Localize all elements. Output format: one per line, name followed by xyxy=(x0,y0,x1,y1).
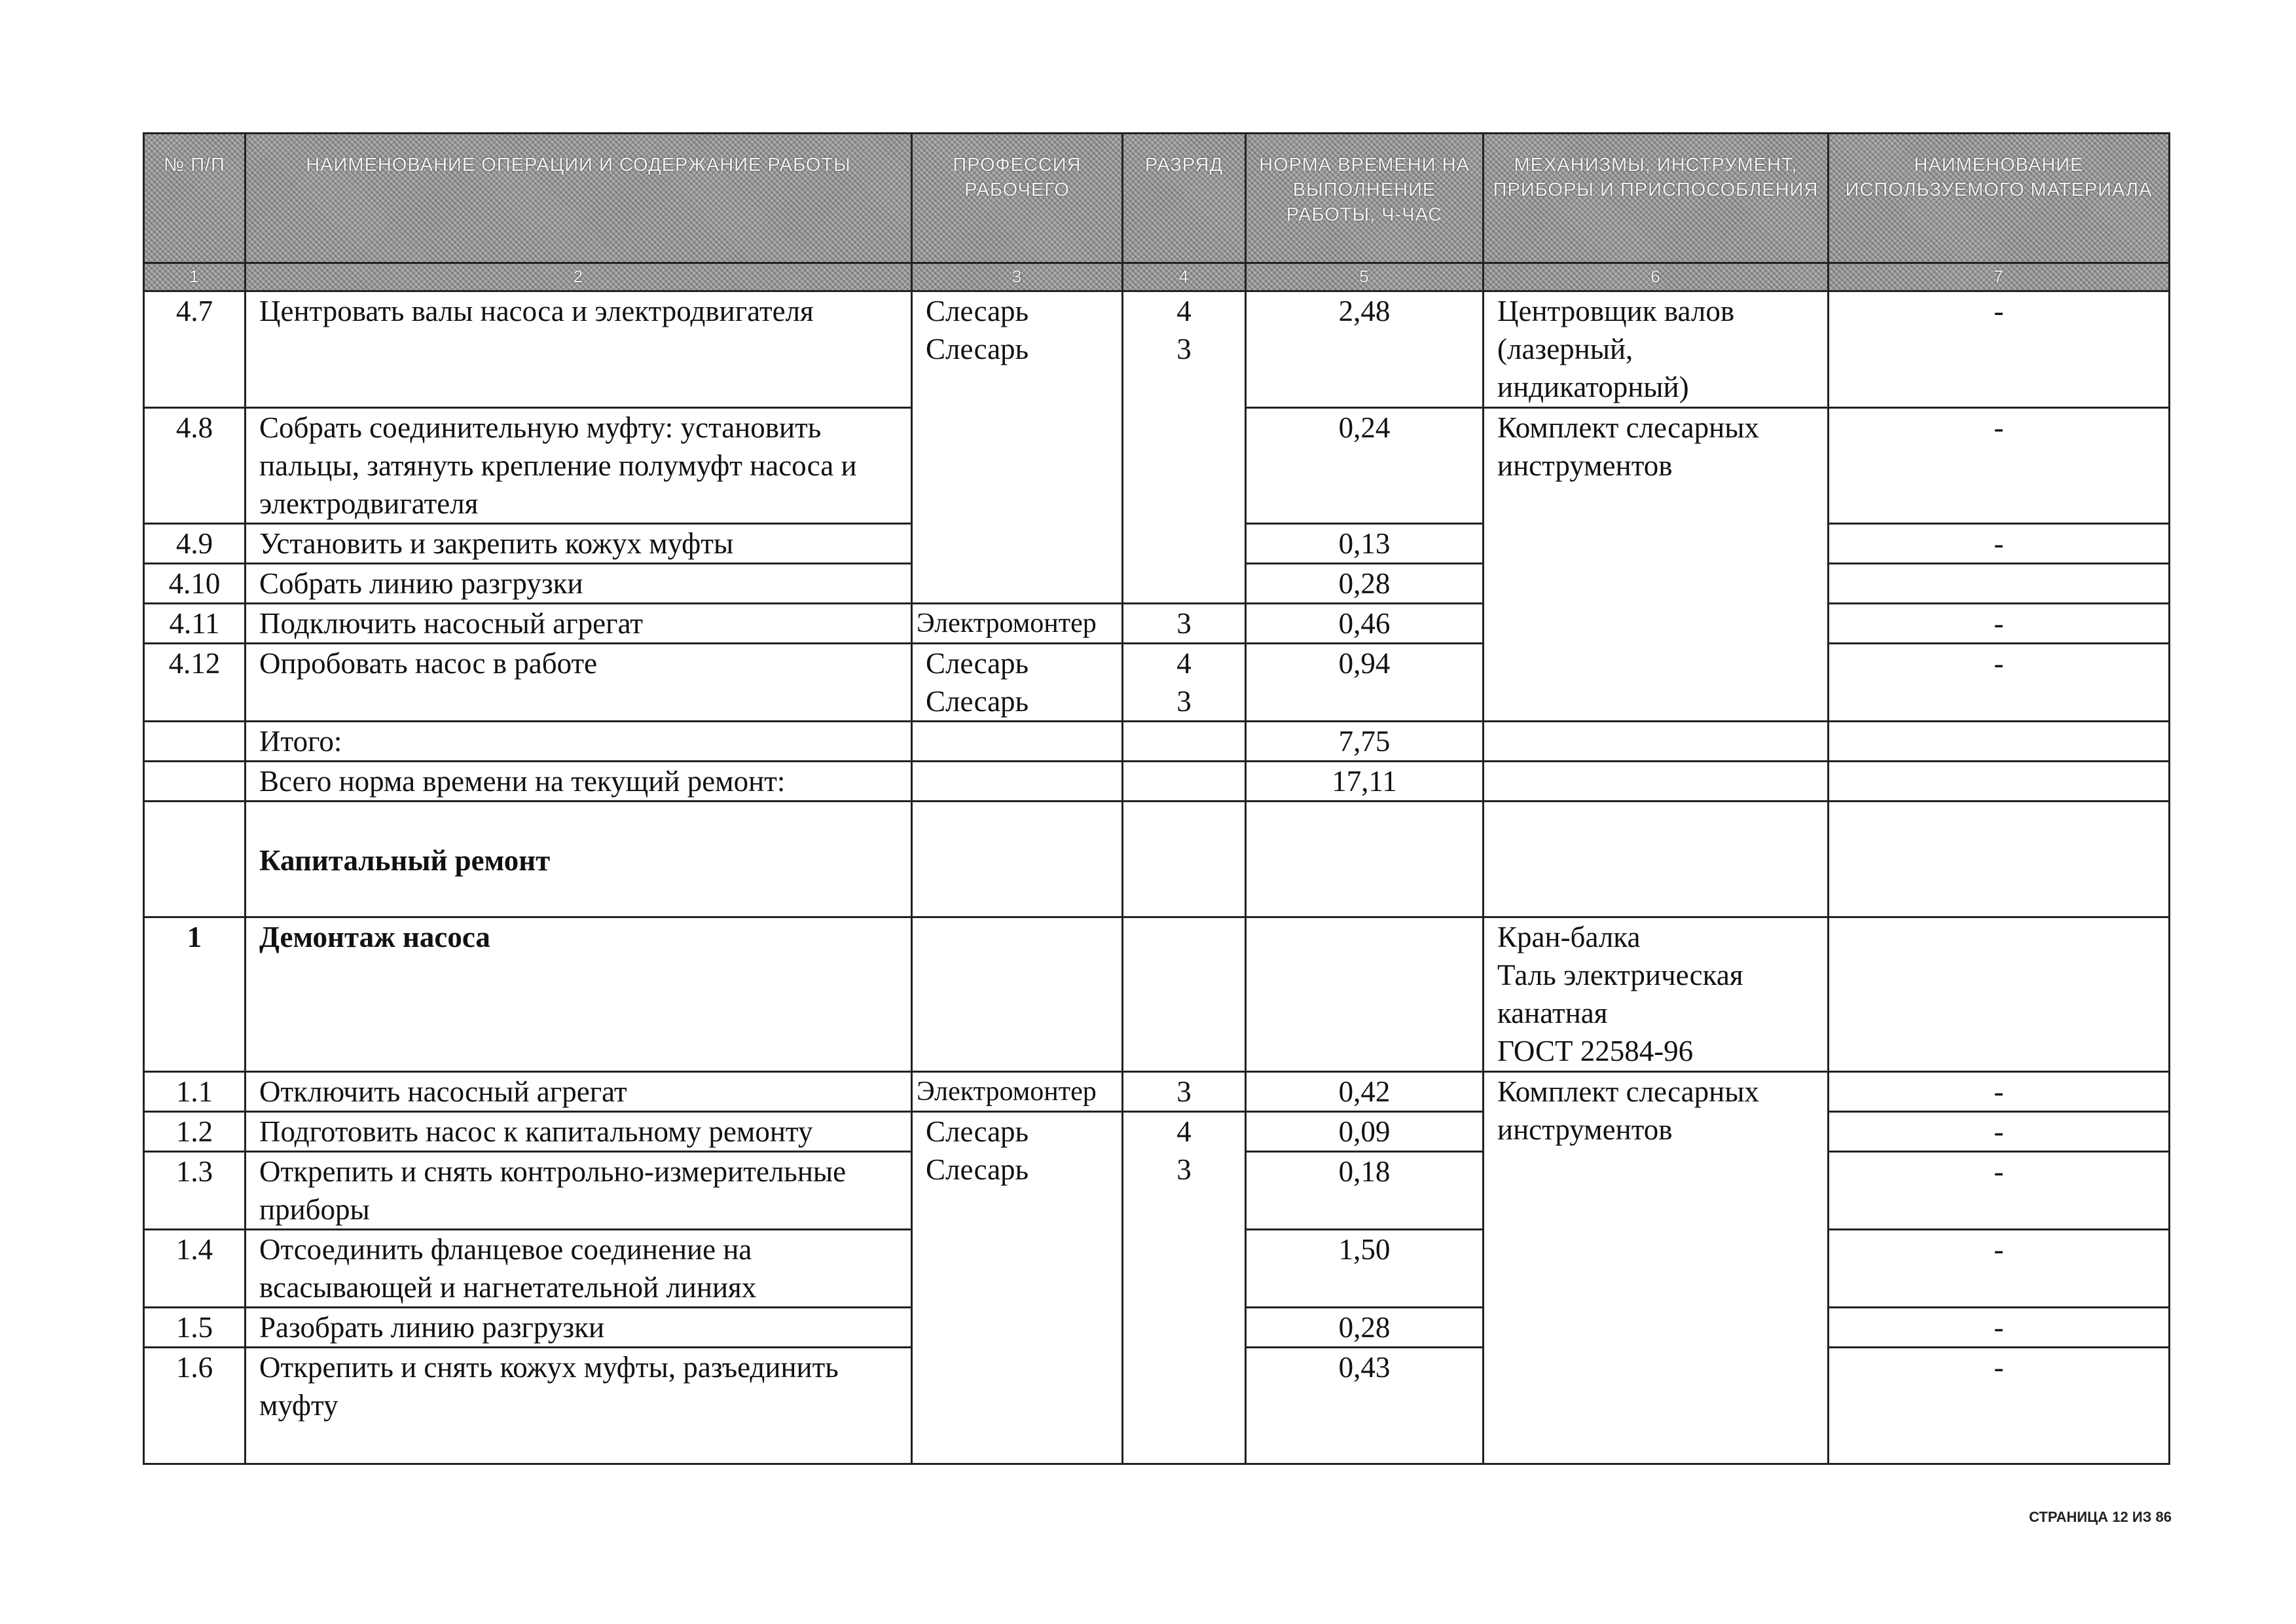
col-number-4: 4 xyxy=(1123,263,1246,291)
row-number: 4.7 xyxy=(144,291,246,408)
col-number-5: 5 xyxy=(1246,263,1484,291)
time-norm: 0,24 xyxy=(1246,408,1484,524)
time-norm: 0,46 xyxy=(1246,604,1484,644)
table-row xyxy=(144,1112,2170,1152)
operation-text: Открепить и снять контрольно-измерительные приборы xyxy=(246,1152,912,1230)
time-norm: 0,28 xyxy=(1246,564,1484,604)
header-number-row xyxy=(144,263,2170,291)
material: - xyxy=(1829,524,2170,564)
time-norm: 1,50 xyxy=(1246,1230,1484,1308)
row-number: 4.10 xyxy=(144,564,246,604)
empty-cell xyxy=(1829,802,2170,917)
rank: 4 xyxy=(1176,647,1192,680)
total-label: Итого: xyxy=(246,722,912,762)
row-number: 4.12 xyxy=(144,644,246,722)
empty-cell xyxy=(912,917,1123,1072)
header-material: НАИМЕНОВАНИЕ ИСПОЛЬЗУЕМОГО МАТЕРИАЛА xyxy=(1829,134,2170,263)
profession-cell xyxy=(912,291,1123,604)
total-row xyxy=(144,722,2170,762)
empty-cell xyxy=(912,762,1123,802)
empty-cell xyxy=(1123,917,1246,1072)
operation-text: Опробовать насос в работе xyxy=(246,644,912,722)
rank-cell xyxy=(1123,291,1246,604)
time-norm: 0,28 xyxy=(1246,1308,1484,1348)
operation-text: Отключить насосный агрегат xyxy=(246,1072,912,1112)
empty-cell xyxy=(1829,722,2170,762)
empty-cell xyxy=(1246,802,1484,917)
rank: 3 xyxy=(1176,333,1192,365)
table-row xyxy=(144,604,2170,644)
page-number: СТРАНИЦА 12 ИЗ 86 xyxy=(2029,1509,2172,1525)
empty-cell xyxy=(1123,762,1246,802)
profession: Слесарь xyxy=(926,685,1029,718)
table-row xyxy=(144,291,2170,408)
material-empty xyxy=(1829,564,2170,604)
material: - xyxy=(1829,291,2170,408)
table-row xyxy=(144,1072,2170,1112)
section-row xyxy=(144,802,2170,917)
time-norm: 0,09 xyxy=(1246,1112,1484,1152)
profession: Слесарь xyxy=(926,295,1029,327)
empty-cell xyxy=(912,802,1123,917)
operation-text: Подготовить насос к капитальному ремонту xyxy=(246,1112,912,1152)
operation-text: Установить и закрепить кожух муфты xyxy=(246,524,912,564)
total-value: 7,75 xyxy=(1246,722,1484,762)
empty-cell xyxy=(1829,762,2170,802)
empty-cell xyxy=(1484,722,1829,762)
empty-cell xyxy=(144,802,246,917)
rank: 3 xyxy=(1176,685,1192,718)
tool-standard: ГОСТ 22584-96 xyxy=(1497,1035,1694,1067)
operation-text: Собрать линию разгрузки xyxy=(246,564,912,604)
operation-text: Отсоединить фланцевое соединение на всасывающей и нагнетательной линиях xyxy=(246,1230,912,1308)
table-row xyxy=(144,917,2170,1072)
empty-cell xyxy=(1484,802,1829,917)
time-norm: 0,42 xyxy=(1246,1072,1484,1112)
operation-text: Разобрать линию разгрузки xyxy=(246,1308,912,1348)
time-norm: 0,94 xyxy=(1246,644,1484,722)
row-number: 1.6 xyxy=(144,1348,246,1464)
material: - xyxy=(1829,408,2170,524)
profession: Слесарь xyxy=(926,1115,1029,1148)
operation-text: Открепить и снять кожух муфты, разъединить муфту xyxy=(246,1348,912,1464)
operation-text: Демонтаж насоса xyxy=(246,917,912,1072)
tools: Комплект слесарных инструментов xyxy=(1484,408,1829,722)
profession: Электромонтер xyxy=(912,604,1123,644)
material: - xyxy=(1829,1072,2170,1112)
material: - xyxy=(1829,1348,2170,1464)
operation-text: Собрать соединительную муфту: установить пальцы, затянуть крепление полумуфт насоса и электродвигателя xyxy=(246,408,912,524)
row-number: 4.8 xyxy=(144,408,246,524)
material: - xyxy=(1829,644,2170,722)
header-number: № П/П xyxy=(144,134,246,263)
profession: Слесарь xyxy=(926,333,1029,365)
time-norm: 0,13 xyxy=(1246,524,1484,564)
row-number: 1.1 xyxy=(144,1072,246,1112)
rank: 3 xyxy=(1176,1153,1192,1186)
material: - xyxy=(1829,1230,2170,1308)
empty-cell xyxy=(144,762,246,802)
profession: Слесарь xyxy=(926,1153,1029,1186)
time-norm: 0,18 xyxy=(1246,1152,1484,1230)
header-row xyxy=(144,134,2170,263)
header-time-norm: НОРМА ВРЕМЕНИ НА ВЫПОЛНЕНИЕ РАБОТЫ, Ч-ЧАС xyxy=(1246,134,1484,263)
col-number-3: 3 xyxy=(912,263,1123,291)
empty-cell xyxy=(1484,762,1829,802)
header-tools: МЕХАНИЗМЫ, ИНСТРУМЕНТ, ПРИБОРЫ И ПРИСПОСОБЛЕНИЯ xyxy=(1484,134,1829,263)
grand-total-label: Всего норма времени на текущий ремонт: xyxy=(246,762,912,802)
profession: Электромонтер xyxy=(912,1072,1123,1112)
row-number: 1.4 xyxy=(144,1230,246,1308)
profession-cell xyxy=(912,1112,1123,1464)
tool: Таль электрическая канатная xyxy=(1497,959,1743,1029)
empty-cell xyxy=(912,722,1123,762)
work-norms-table-container xyxy=(143,132,2170,1465)
header-rank: РАЗРЯД xyxy=(1123,134,1246,263)
empty-cell xyxy=(1123,802,1246,917)
header-profession: ПРОФЕССИЯ РАБОЧЕГО xyxy=(912,134,1123,263)
tools: Комплект слесарных инструментов xyxy=(1484,1072,1829,1464)
material: - xyxy=(1829,1308,2170,1348)
grand-total-value: 17,11 xyxy=(1246,762,1484,802)
profession: Слесарь xyxy=(926,647,1029,680)
time-norm: 2,48 xyxy=(1246,291,1484,408)
header-operation: НАИМЕНОВАНИЕ ОПЕРАЦИИ И СОДЕРЖАНИЕ РАБОТЫ xyxy=(246,134,912,263)
tools: Центровщик валов (лазерный, индикаторный) xyxy=(1484,291,1829,408)
time-norm: 0,43 xyxy=(1246,1348,1484,1464)
row-number: 1 xyxy=(144,917,246,1072)
grand-total-row xyxy=(144,762,2170,802)
work-norms-table xyxy=(143,132,2170,1465)
col-number-7: 7 xyxy=(1829,263,2170,291)
material: - xyxy=(1829,1152,2170,1230)
operation-text: Подключить насосный агрегат xyxy=(246,604,912,644)
rank-cell xyxy=(1123,1112,1246,1464)
profession-cell xyxy=(912,644,1123,722)
operation-text: Центровать валы насоса и электродвигателя xyxy=(246,291,912,408)
col-number-1: 1 xyxy=(144,263,246,291)
row-number: 4.9 xyxy=(144,524,246,564)
rank: 4 xyxy=(1176,295,1192,327)
tool: Кран-балка xyxy=(1497,921,1641,953)
table-row xyxy=(144,644,2170,722)
row-number: 1.2 xyxy=(144,1112,246,1152)
empty-cell xyxy=(144,722,246,762)
col-number-6: 6 xyxy=(1484,263,1829,291)
empty-cell xyxy=(1123,722,1246,762)
col-number-2: 2 xyxy=(246,263,912,291)
tools-cell xyxy=(1484,917,1829,1072)
rank: 4 xyxy=(1176,1115,1192,1148)
material: - xyxy=(1829,1112,2170,1152)
material: - xyxy=(1829,604,2170,644)
empty-cell xyxy=(1246,917,1484,1072)
rank: 3 xyxy=(1123,604,1246,644)
section-title: Капитальный ремонт xyxy=(246,802,912,917)
empty-cell xyxy=(1829,917,2170,1072)
row-number: 1.3 xyxy=(144,1152,246,1230)
row-number: 4.11 xyxy=(144,604,246,644)
rank: 3 xyxy=(1123,1072,1246,1112)
row-number: 1.5 xyxy=(144,1308,246,1348)
rank-cell xyxy=(1123,644,1246,722)
